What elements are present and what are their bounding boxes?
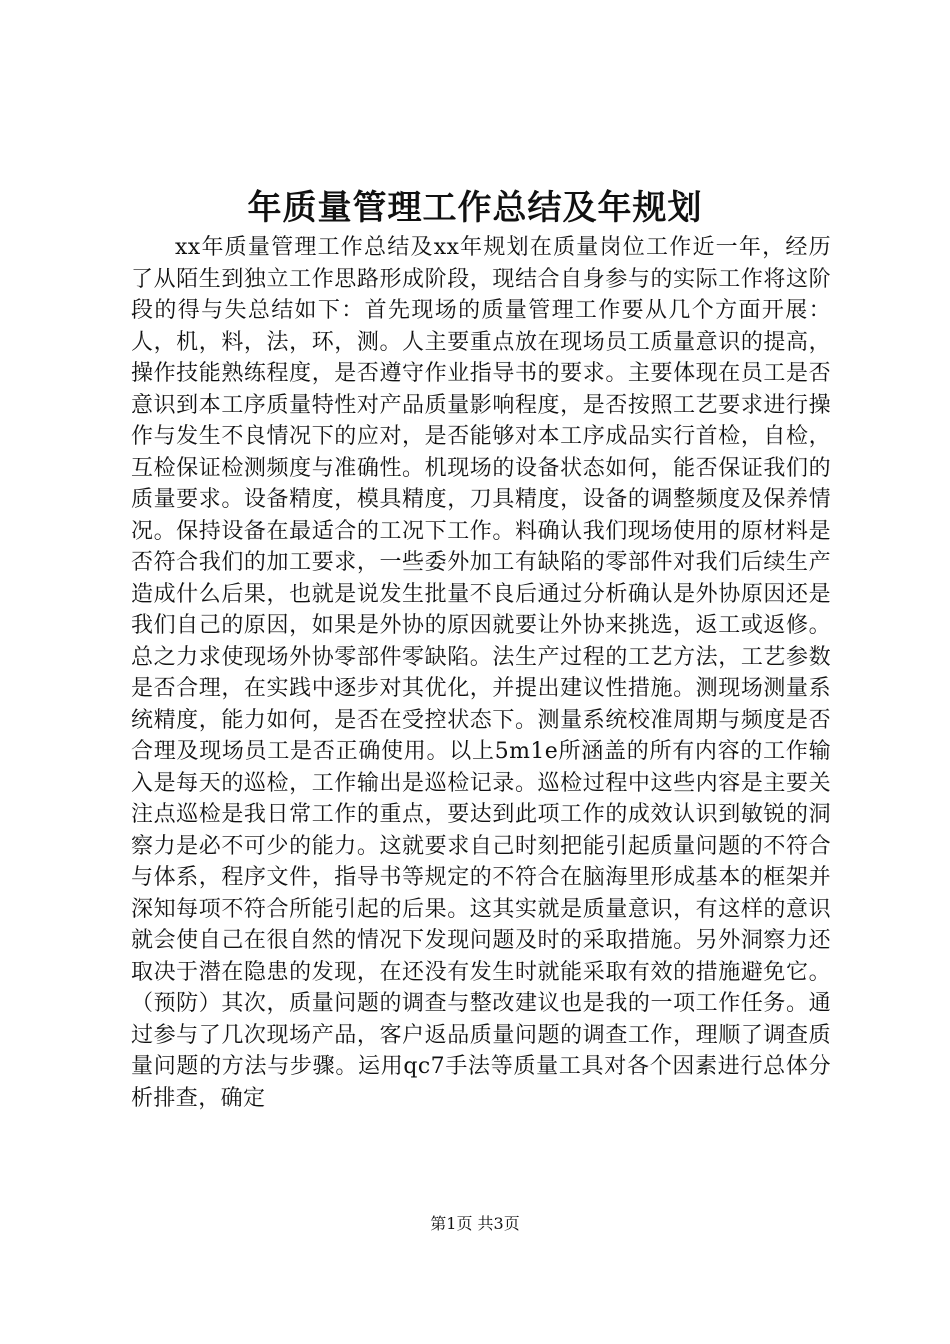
document-title: 年质量管理工作总结及年规划 <box>247 188 703 228</box>
document-body: xx年质量管理工作总结及xx年规划在质量岗位工作近一年，经历了从陌生到独立工作思路形成阶段，现结合自身参与的实际工作将这阶段的得与失总结如下：首先现场的质量管理工作要从几个方面开展：人，机，料，法，环，测。人主要重点放在现场员工质量意识的提高，操作技能熟练程度，是否遵守作业指导书的要求。主要体现在员工是否意识到本工序质量特性对产品质量影响程度，是否按照工艺要求进行操作与发生不良情况下的应对，是否能够对本工序成品实行首检，自检，互检保证检测频度与准确性。机现场的设备状态如何，能否保证我们的质量要求。设备精度，模具精度，刀具精度，设备的调整频度及保养情况。保持设备在最适合的工况下工作。料确认我们现场使用的原材料是否符合我们的加工要求，一些委外加工有缺陷的零部件对我们后续生产造成什么后果，也就是说发生批量不良后通过分析确认是外协原因还是我们自己的原因，如果是外协的原因就要让外协来挑选，返工或返修。总之力求使现场外协零部件零缺陷。法生产过程的工艺方法，工艺参数是否合理，在实践中逐步对其优化，并提出建议性措施。测现场测量系统精度，能力如何，是否在受控状态下。测量系统校准周期与频度是否合理及现场员工是否正确使用。以上5m1e所涵盖的所有内容的工作输入是每天的巡检，工作输出是巡检记录。巡检过程中这些内容是主要关注点巡检是我日常工作的重点，要达到此项工作的成效认识到敏锐的洞察力是必不可少的能力。这就要求自己时刻把能引起质量问题的不符合与体系，程序文件，指导书等规定的不符合在脑海里形成基本的框架并深知每项不符合所能引起的后果。这其实就是质量意识，有这样的意识就会使自己在很自然的情况下发现问题及时的采取措施。另外洞察力还取决于潜在隐患的发现，在还没有发生时就能采取有效的措施避免它。（预防）其次，质量问题的调查与整改建议也是我的一项工作任务。通过参与了几次现场产品，客户返品质量问题的调查工作，理顺了调查质量问题的方法与步骤。运用qc7手法等质量工具对各个因素进行总体分析排查，确定 <box>131 235 831 1111</box>
page-footer: 第1页 共3页 <box>430 1214 520 1233</box>
